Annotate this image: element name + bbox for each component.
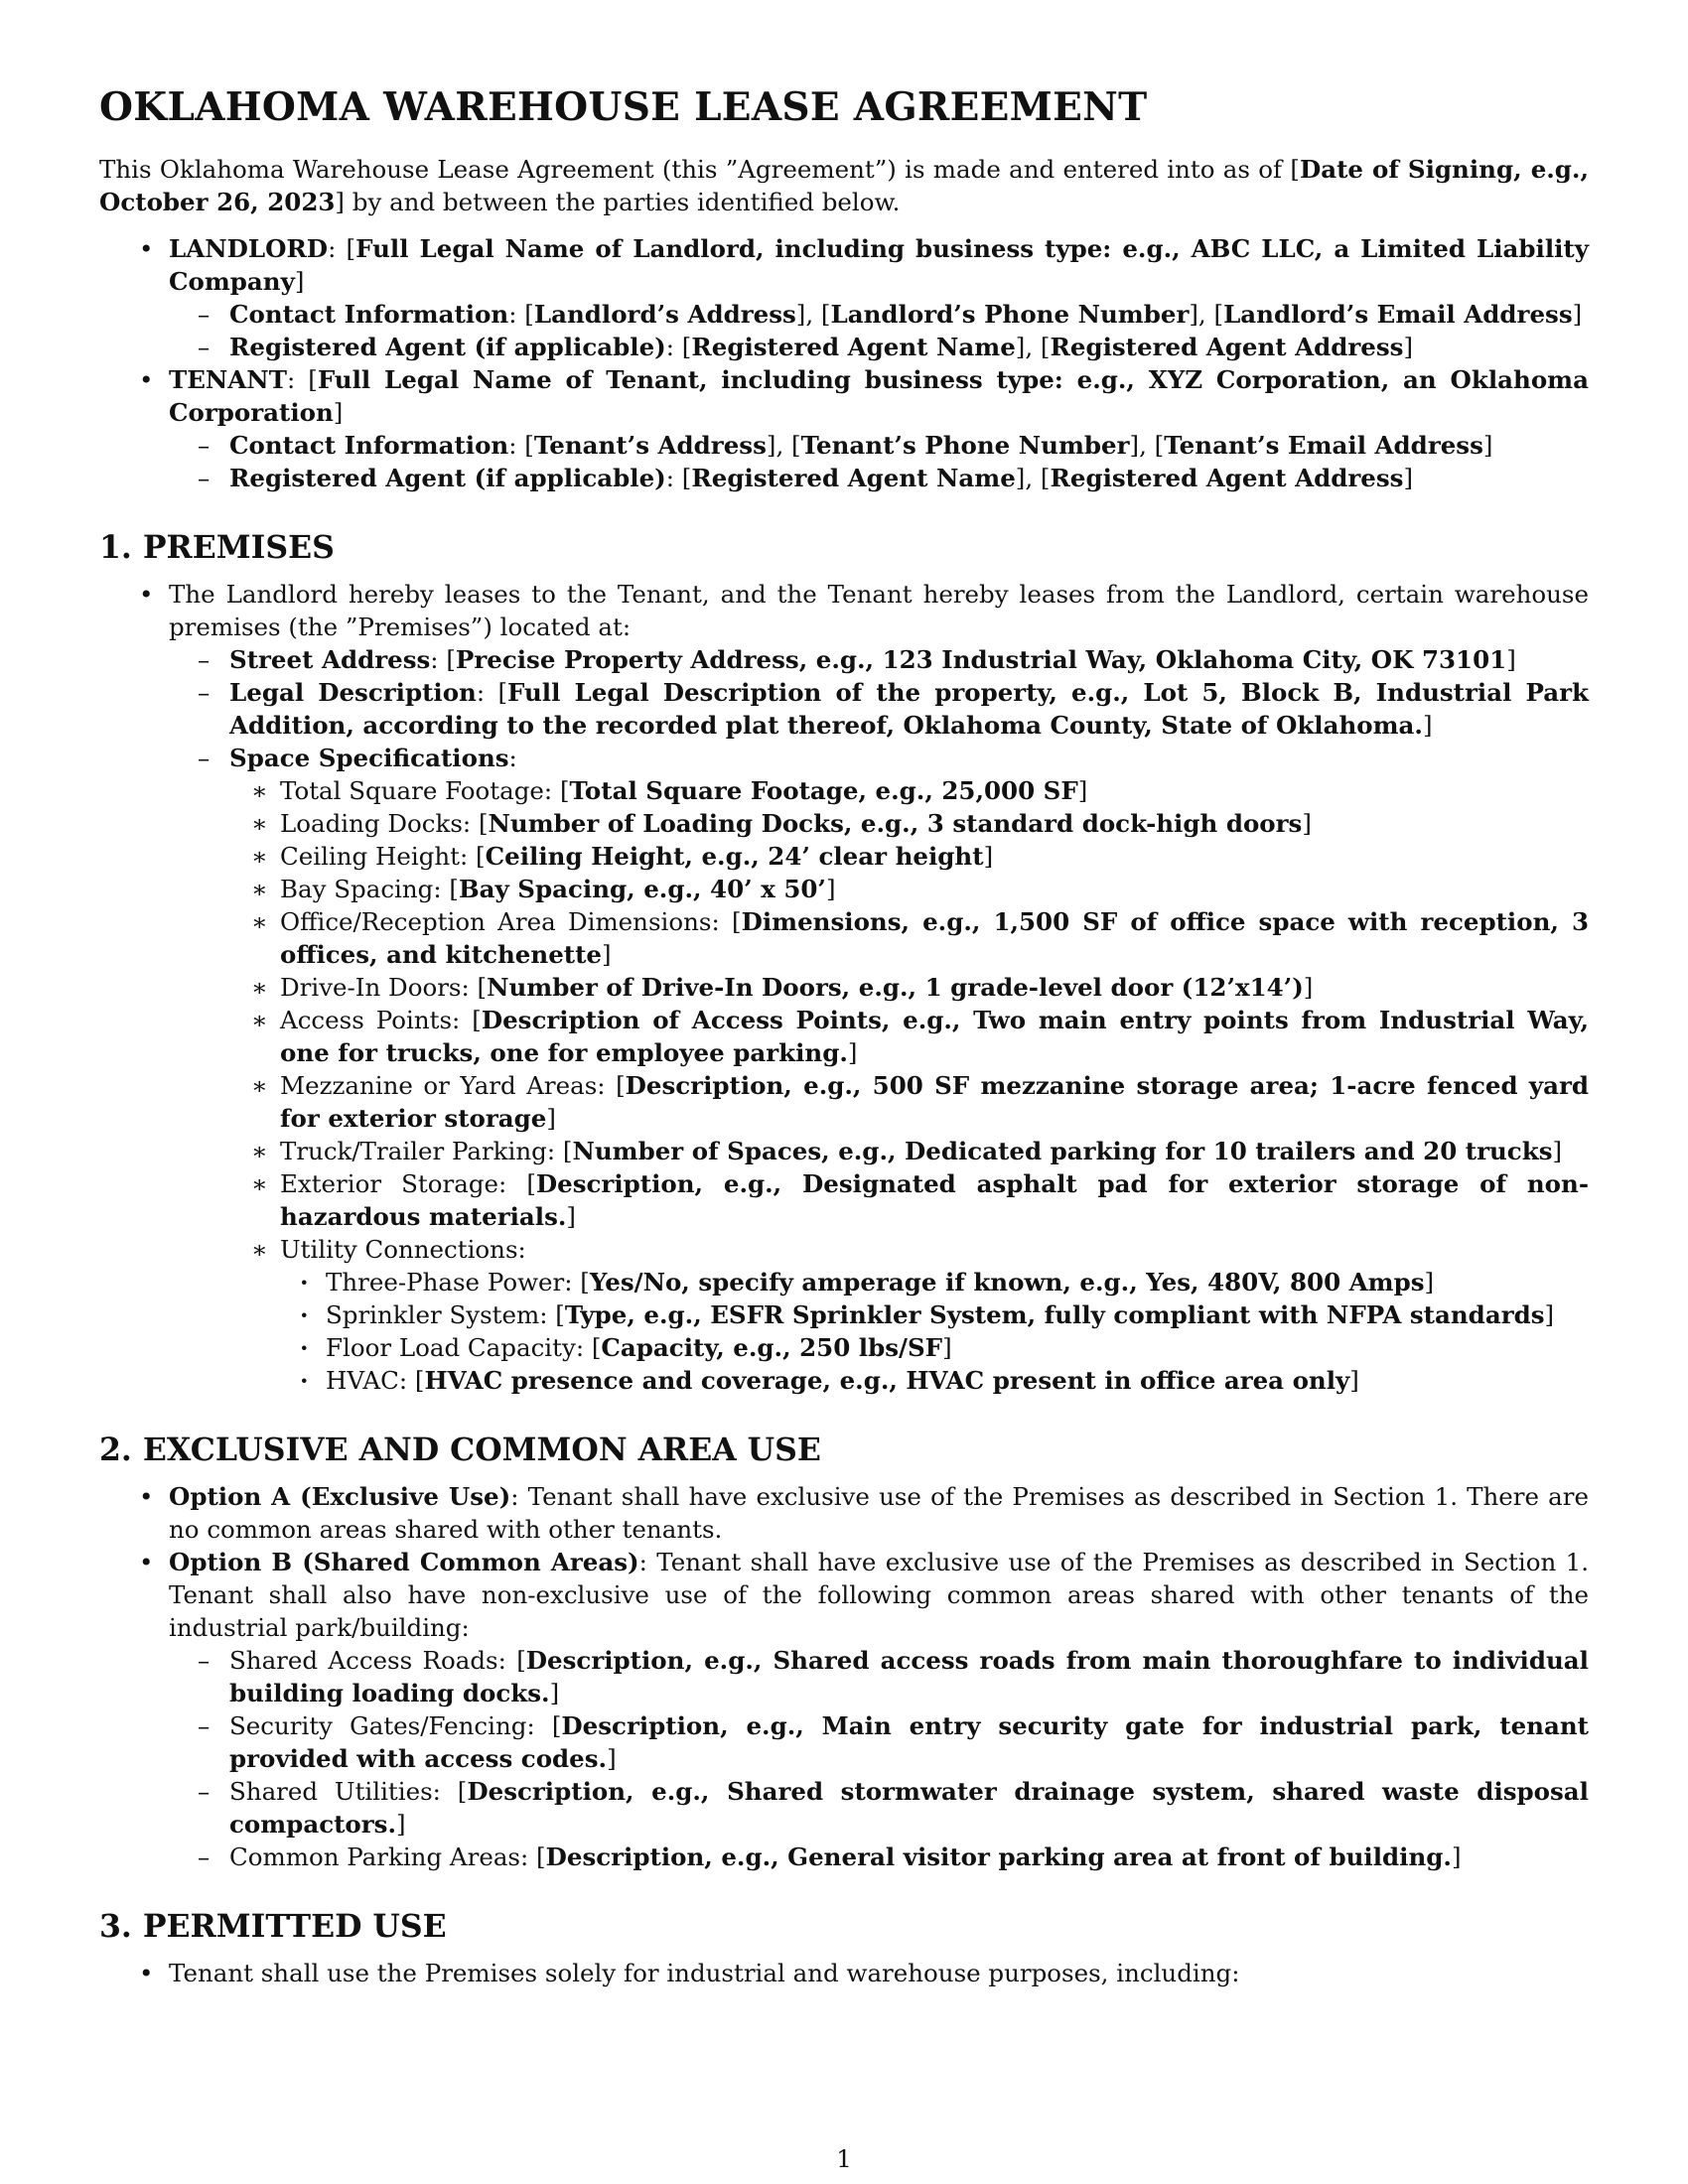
utility-item: · HVAC: [HVAC presence and coverage, e.g., HVAC present in office area only] xyxy=(280,1364,1589,1397)
utility-item: · Sprinkler System: [Type, e.g., ESFR Sprinkler System, fully compliant with NFPA standards] xyxy=(280,1298,1589,1331)
list-item-street-address: – Street Address: [Precise Property Address, e.g., 123 Industrial Way, Oklahoma City, OK 73101] xyxy=(169,643,1589,676)
section-1-heading: 1. PREMISES xyxy=(99,529,335,566)
list-item-landlord-contact: – Contact Information: [Landlord’s Address], [Landlord’s Phone Number], [Landlord’s Email Address] xyxy=(169,298,1589,331)
section-1-list xyxy=(99,578,1589,1397)
list-item-tenant-contact: – Contact Information: [Tenant’s Address], [Tenant’s Phone Number], [Tenant’s Email Address] xyxy=(169,429,1589,462)
section-3-list xyxy=(99,1957,1589,1989)
common-area-item: – Shared Utilities: [Description, e.g., Shared stormwater drainage system, shared waste disposal compactors.] xyxy=(169,1775,1589,1841)
intro-paragraph: This Oklahoma Warehouse Lease Agreement (this ”Agreement”) is made and entered into as of [Date of Signing, e.g., October 26, 2023] by and between the parties identified below. xyxy=(99,155,1589,216)
common-area-item: – Security Gates/Fencing: [Description, e.g., Main entry security gate for industrial park, tenant provided with access codes.] xyxy=(169,1709,1589,1775)
document-title: OKLAHOMA WAREHOUSE LEASE AGREEMENT xyxy=(99,84,1148,130)
list-item-tenant-agent: – Registered Agent (if applicable): [Registered Agent Name], [Registered Agent Address] xyxy=(169,462,1589,494)
section-2-list xyxy=(99,1480,1589,1873)
list-item-option-b: • Option B (Shared Common Areas): Tenant shall have exclusive use of the Premises as described in Section 1. Tenant shall also have non-exclusive use of the following common areas shared with other tenants of the industrial park/building: – Shared Access Roads: [Description, e.g., Shared access roads from main thoroughfare to individual building loading docks.] – Security Gates/Fencing: [Description, e.g., Main entry security gate for industrial park, tenant provided with access codes.] – Shared Utilities: [Description, e.g., Shared stormwater drainage system, shared waste disposal compactors.] – Common Parking Areas: [Description, e.g., General visitor parking area at front of building.] xyxy=(99,1546,1589,1873)
spec-item: ∗ Ceiling Height: [Ceiling Height, e.g., 24’ clear height] xyxy=(229,840,1589,873)
parties-list xyxy=(99,232,1589,494)
document-body xyxy=(99,83,1589,1989)
section-2-heading: 2. EXCLUSIVE AND COMMON AREA USE xyxy=(99,1432,821,1468)
list-item-permitted-use: • Tenant shall use the Premises solely for industrial and warehouse purposes, including: xyxy=(99,1957,1589,1989)
list-item-premises: • The Landlord hereby leases to the Tenant, and the Tenant hereby leases from the Landlord, certain warehouse premises (the ”Premises”) located at: – Street Address: [Precise Property Address, e.g., 123 Industrial Way, Oklahoma City, OK 73101] – Legal Description: [Full Legal Description of the property, e.g., Lot 5, Block B, Industrial Park Addition, according to the recorded plat thereof, Oklahoma County, State of Oklahoma.] – Space Specifications: ∗ Total Square Footage: [Total Square Footage, e.g., 25,000 SF] ∗ Loading Docks: [Number of Loading Docks, e.g., 3 standard dock-high doors] ∗ Ceiling Height: [Ceiling Height, e.g., 24’ clear height] ∗ Bay Spacing: [Bay Spacing, e.g., 40’ x 50’] ∗ Office/Reception Area Dimensions: [Dimensions, e.g., 1,500 SF of office space with reception, 3 offices, and kitchenette] ∗ Drive-In Doors: [Number of Drive-In Doors, e.g., 1 grade-level door (12’x14’)] ∗ Access Points: [Description of Access Points, e.g., Two main entry points from Industrial Way, one for trucks, one for employee parking.] ∗ Mezzanine or Yard Areas: [Description, e.g., 500 SF mezzanine storage area; 1-acre fenced yard for exterior storage] ∗ Truck/Trailer Parking: [Number of Spaces, e.g., Dedicated parking for 10 trailers and 20 trucks] ∗ Exterior Storage: [Description, e.g., Designated asphalt pad for exterior storage of non-hazardous materials.] ∗ Utility Connections: · Three-Phase Power: [Yes/No, specify amperage if known, e.g., Yes, 480V, 800 Amps] · Sprinkler System: [Type, e.g., ESFR Sprinkler System, fully compliant with NFPA standards] · Floor Load Capacity: [Capacity, e.g., 250 lbs/SF] · HVAC: [HVAC presence and coverage, e.g., HVAC present in office area only] xyxy=(99,578,1589,1397)
spec-item: ∗ Loading Docks: [Number of Loading Docks, e.g., 3 standard dock-high doors] xyxy=(229,807,1589,840)
spec-item: ∗ Exterior Storage: [Description, e.g., Designated asphalt pad for exterior storage of non-hazardous materials.] xyxy=(229,1167,1589,1233)
common-area-item: – Common Parking Areas: [Description, e.g., General visitor parking area at front of building.] xyxy=(169,1841,1589,1873)
spec-item-utility-connections: ∗ Utility Connections: · Three-Phase Power: [Yes/No, specify amperage if known, e.g., Yes, 480V, 800 Amps] · Sprinkler System: [Type, e.g., ESFR Sprinkler System, fully compliant with NFPA standards] · Floor Load Capacity: [Capacity, e.g., 250 lbs/SF] · HVAC: [HVAC presence and coverage, e.g., HVAC present in office area only] xyxy=(229,1233,1589,1397)
list-item-landlord-agent: – Registered Agent (if applicable): [Registered Agent Name], [Registered Agent Address] xyxy=(169,331,1589,363)
spec-item: ∗ Total Square Footage: [Total Square Footage, e.g., 25,000 SF] xyxy=(229,774,1589,807)
utility-item: · Floor Load Capacity: [Capacity, e.g., 250 lbs/SF] xyxy=(280,1331,1589,1364)
spec-item: ∗ Drive-In Doors: [Number of Drive-In Doors, e.g., 1 grade-level door (12’x14’)] xyxy=(229,971,1589,1004)
spec-item: ∗ Access Points: [Description of Access Points, e.g., Two main entry points from Industrial Way, one for trucks, one for employee parking.] xyxy=(229,1004,1589,1069)
page-number: 1 xyxy=(836,2144,852,2173)
section-3-heading: 3. PERMITTED USE xyxy=(99,1908,447,1945)
common-area-item: – Shared Access Roads: [Description, e.g., Shared access roads from main thoroughfare to individual building loading docks.] xyxy=(169,1644,1589,1709)
list-item-space-specifications: – Space Specifications: ∗ Total Square Footage: [Total Square Footage, e.g., 25,000 SF] ∗ Loading Docks: [Number of Loading Docks, e.g., 3 standard dock-high doors] ∗ Ceiling Height: [Ceiling Height, e.g., 24’ clear height] ∗ Bay Spacing: [Bay Spacing, e.g., 40’ x 50’] ∗ Office/Reception Area Dimensions: [Dimensions, e.g., 1,500 SF of office space with reception, 3 offices, and kitchenette] ∗ Drive-In Doors: [Number of Drive-In Doors, e.g., 1 grade-level door (12’x14’)] ∗ Access Points: [Description of Access Points, e.g., Two main entry points from Industrial Way, one for trucks, one for employee parking.] ∗ Mezzanine or Yard Areas: [Description, e.g., 500 SF mezzanine storage area; 1-acre fenced yard for exterior storage] ∗ Truck/Trailer Parking: [Number of Spaces, e.g., Dedicated parking for 10 trailers and 20 trucks] ∗ Exterior Storage: [Description, e.g., Designated asphalt pad for exterior storage of non-hazardous materials.] ∗ Utility Connections: · Three-Phase Power: [Yes/No, specify amperage if known, e.g., Yes, 480V, 800 Amps] · Sprinkler System: [Type, e.g., ESFR Sprinkler System, fully compliant with NFPA standards] · Floor Load Capacity: [Capacity, e.g., 250 lbs/SF] · HVAC: [HVAC presence and coverage, e.g., HVAC present in office area only] xyxy=(169,742,1589,1397)
spec-item: ∗ Bay Spacing: [Bay Spacing, e.g., 40’ x 50’] xyxy=(229,873,1589,905)
list-item-legal-description: – Legal Description: [Full Legal Description of the property, e.g., Lot 5, Block B, Industrial Park Addition, according to the recorded plat thereof, Oklahoma County, State of Oklahoma.] xyxy=(169,676,1589,742)
list-item-option-a: • Option A (Exclusive Use): Tenant shall have exclusive use of the Premises as described in Section 1. There are no common areas shared with other tenants. xyxy=(99,1480,1589,1546)
spec-item: ∗ Mezzanine or Yard Areas: [Description, e.g., 500 SF mezzanine storage area; 1-acre fenced yard for exterior storage] xyxy=(229,1069,1589,1135)
utility-item: · Three-Phase Power: [Yes/No, specify amperage if known, e.g., Yes, 480V, 800 Amps] xyxy=(280,1266,1589,1298)
list-item-tenant: • TENANT: [Full Legal Name of Tenant, including business type: e.g., XYZ Corporation, an Oklahoma Corporation] – Contact Information: [Tenant’s Address], [Tenant’s Phone Number], [Tenant’s Email Address] – Registered Agent (if applicable): [Registered Agent Name], [Registered Agent Address] xyxy=(99,363,1589,494)
list-item-landlord: • LANDLORD: [Full Legal Name of Landlord, including business type: e.g., ABC LLC, a Limited Liability Company] – Contact Information: [Landlord’s Address], [Landlord’s Phone Number], [Landlord’s Email Address] – Registered Agent (if applicable): [Registered Agent Name], [Registered Agent Address] xyxy=(99,232,1589,363)
spec-item: ∗ Office/Reception Area Dimensions: [Dimensions, e.g., 1,500 SF of office space with reception, 3 offices, and kitchenette] xyxy=(229,905,1589,971)
spec-item: ∗ Truck/Trailer Parking: [Number of Spaces, e.g., Dedicated parking for 10 trailers and 20 trucks] xyxy=(229,1135,1589,1167)
